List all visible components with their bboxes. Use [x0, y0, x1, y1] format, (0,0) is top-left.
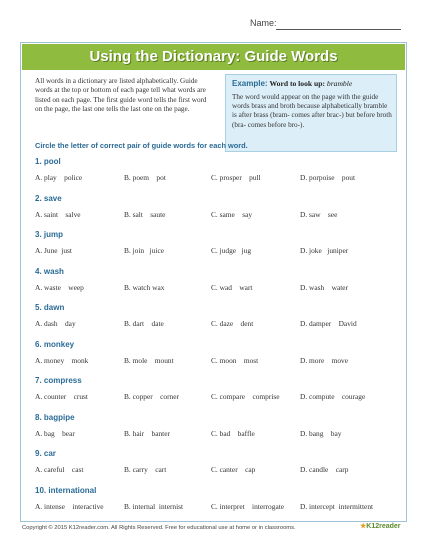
answer-option[interactable]: A. intense interactive — [35, 501, 104, 511]
question-word: 4. wash — [35, 266, 64, 276]
question-item — [35, 340, 395, 374]
answer-option[interactable]: B. copper corner — [124, 392, 179, 401]
answer-option[interactable]: C. interpret interrogate — [211, 501, 285, 511]
title-banner — [22, 44, 405, 70]
answer-option[interactable]: A. June just — [35, 246, 72, 255]
name-field[interactable] — [276, 29, 401, 30]
question-item — [35, 449, 395, 483]
answer-option[interactable]: A. play police — [35, 173, 83, 182]
answer-option[interactable]: B. join juice — [124, 246, 165, 255]
answer-option[interactable]: A. careful cast — [35, 465, 84, 474]
question-word: 1. pool — [35, 157, 61, 166]
intro-paragraph: All words in a dictionary are listed alphabetically. Guide words at the top or bottom of each page tell what words are listed on each page. The first guide word tells the first word on the page, the last one tells the last one on the page. — [35, 77, 207, 113]
answer-option[interactable]: D. saw see — [300, 209, 338, 219]
answer-option[interactable]: C. daze dent — [211, 319, 254, 328]
instructions: Circle the letter of correct pair of guide words for each word. — [35, 141, 248, 150]
question-word: 7. compress — [35, 376, 82, 385]
answer-option[interactable]: C. moon most — [211, 355, 259, 365]
question-word: 5. dawn — [35, 303, 65, 312]
question-item — [35, 413, 395, 447]
answer-option[interactable]: C. prosper pull — [211, 173, 261, 182]
answer-option[interactable]: A. dash day — [35, 319, 76, 328]
answer-option[interactable]: D. joke juniper — [300, 246, 349, 255]
worksheet-frame — [20, 42, 407, 522]
question-item — [35, 376, 395, 410]
answer-option[interactable]: C. same say — [211, 209, 253, 219]
answer-option[interactable]: D. more move — [300, 355, 349, 365]
question-word: 3. jump — [35, 230, 64, 239]
question-item — [35, 230, 395, 264]
question-item — [35, 157, 395, 191]
example-word: bramble — [326, 79, 353, 88]
question-word: 8. bagpipe — [35, 412, 75, 422]
question-item — [35, 303, 395, 337]
question-word: 9. car — [35, 449, 56, 458]
answer-option[interactable]: B. dart date — [124, 319, 164, 328]
name-label: Name: — [250, 18, 277, 28]
logo-text: K12reader — [366, 523, 401, 530]
answer-option[interactable]: C. canter cap — [211, 465, 256, 474]
answer-option[interactable]: A. counter crust — [35, 392, 88, 401]
star-icon: ★ — [360, 523, 367, 530]
answer-option[interactable]: B. hair banter — [124, 428, 170, 438]
answer-option[interactable]: C. wad wart — [211, 282, 253, 292]
question-word: 6. monkey — [35, 339, 75, 349]
answer-option[interactable]: D. bang bay — [300, 428, 342, 438]
answer-option[interactable]: A. money monk — [35, 355, 89, 365]
answer-option[interactable]: B. watch wax — [124, 282, 165, 292]
answer-option[interactable]: A. waste weep — [35, 282, 84, 292]
worksheet-title: Using the Dictionary: Guide Words — [89, 48, 338, 65]
answer-option[interactable]: B. internal internist — [124, 501, 184, 511]
question-word: 10. international — [35, 485, 97, 495]
answer-option[interactable]: D. damper David — [300, 319, 357, 328]
answer-option[interactable]: B. carry cart — [124, 465, 167, 474]
answer-option[interactable]: D. intercept intermittent — [300, 501, 374, 511]
example-text: The word would appear on the page with the guide words brass and broth because alphabetically bramble is after brass (bram- comes after brac-) but before broth (bra- comes before bro-). — [232, 93, 392, 129]
question-item — [35, 267, 395, 301]
copyright-footer: Copyright © 2015 K12reader.com. All Rights Reserved. Free for educational use at home or in classrooms. — [22, 525, 296, 531]
answer-option[interactable]: D. compute courage — [300, 392, 366, 401]
answer-option[interactable]: C. bad baffle — [211, 428, 255, 438]
example-box — [225, 74, 397, 152]
answer-option[interactable]: C. judge jug — [211, 246, 252, 255]
example-prompt: Word to look up: — [269, 79, 325, 88]
question-item — [35, 194, 395, 228]
answer-option[interactable]: D. porpoise pout — [300, 173, 356, 182]
answer-option[interactable]: B. salt saute — [124, 209, 166, 219]
answer-option[interactable]: A. bag bear — [35, 428, 75, 438]
question-word: 2. save — [35, 193, 62, 203]
answer-option[interactable]: A. saint salve — [35, 209, 81, 219]
example-label: Example: — [232, 79, 268, 88]
answer-option[interactable]: B. mole mount — [124, 355, 174, 365]
answer-option[interactable]: D. candle carp — [300, 465, 349, 474]
question-item — [35, 486, 395, 520]
example-heading — [232, 79, 352, 88]
k12reader-logo — [360, 522, 401, 530]
answer-option[interactable]: C. compare comprise — [211, 392, 280, 401]
answer-option[interactable]: B. poem pot — [124, 173, 166, 182]
answer-option[interactable]: D. wash water — [300, 282, 349, 292]
